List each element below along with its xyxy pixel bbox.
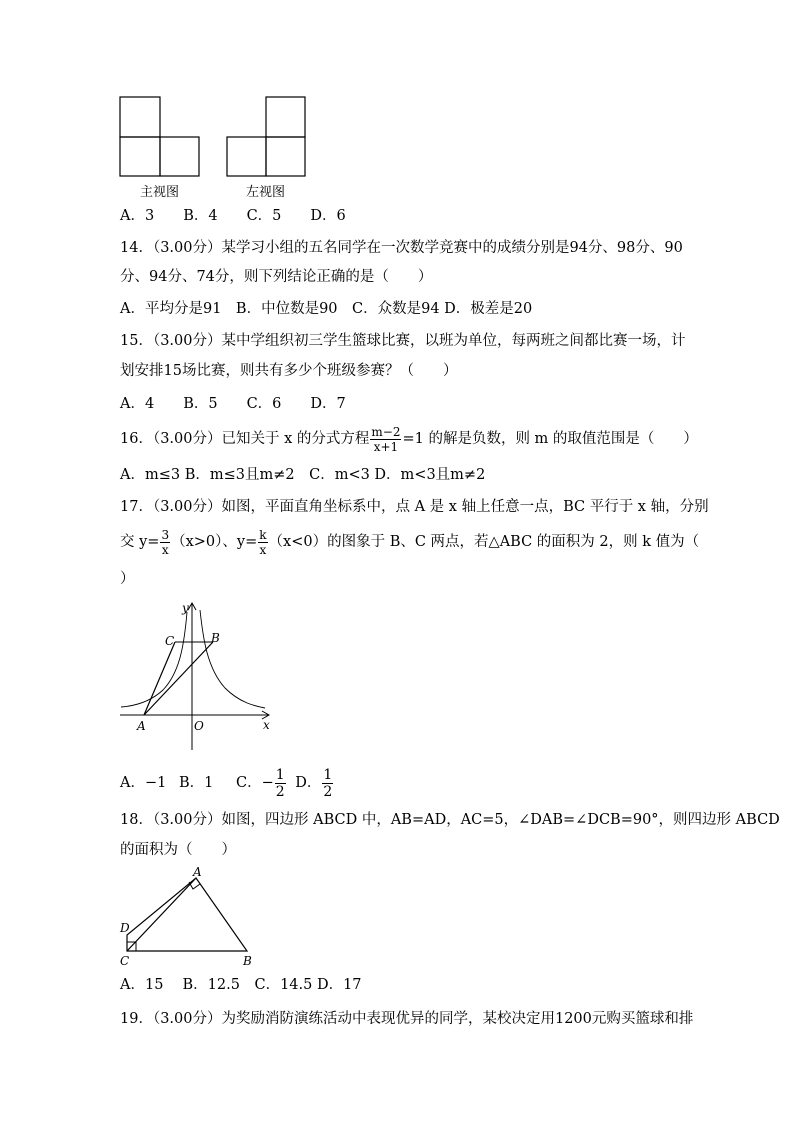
q17-option-c-denominator: 2: [275, 783, 285, 800]
q17-option-c-numerator: 1: [275, 766, 285, 783]
left-view-label: 左视图: [246, 185, 286, 200]
q17-option-d-numerator: 1: [323, 766, 333, 783]
q14-stem-line1: 14．（3.00分）某学习小组的五名同学在一次数学竞赛中的成绩分别是94分、98分、90: [120, 240, 683, 256]
q16-stem-prefix: 16．（3.00分）已知关于 x 的分式方程: [120, 431, 370, 447]
q17-stem-line1: 17．（3.00分）如图，平面直角坐标系中，点 A 是 x 轴上任意一点，BC 平行于 x 轴，分别: [120, 499, 709, 515]
q14-options: A．平均分是91 B．中位数是90 C．众数是94 D．极差是20: [120, 301, 533, 317]
label-c: C: [165, 634, 175, 648]
q18-quadrilateral-figure: [115, 864, 265, 970]
three-view-figures: [118, 95, 308, 180]
q17-option-b: B．1: [178, 775, 214, 791]
q15-options: A．4 B．5 C．6 D．7: [120, 396, 346, 412]
q16-stem-suffix: =1 的解是负数，则 m 的取值范围是（ ）: [402, 431, 698, 447]
q17-f1-numerator: 3: [161, 527, 170, 542]
q16-fraction-denominator: x+1: [373, 439, 399, 454]
hyperbola-right-branch: [200, 610, 265, 708]
q17-stem-line2: [120, 525, 699, 559]
q14-stem-line2: 分、94分、74分，则下列结论正确的是（ ）: [120, 269, 433, 285]
q17-options: [120, 765, 334, 801]
q17-option-a: A．−1: [120, 775, 167, 791]
q16-fraction-numerator: m−2: [371, 424, 401, 439]
segment-ac: [144, 642, 175, 715]
segment-ab: [144, 642, 213, 715]
label-a: A: [137, 719, 146, 733]
label-d: D: [120, 921, 130, 935]
front-view-figure: [120, 97, 199, 176]
label-a: A: [193, 865, 202, 879]
diagonal-ac: [127, 878, 196, 951]
q17-option-d-fraction: [322, 768, 333, 799]
q17-option-c-prefix: C．−: [235, 775, 274, 791]
q17-option-c-fraction: [275, 768, 286, 799]
front-view-label: 主视图: [140, 185, 180, 200]
q17-f1-denominator: x: [161, 542, 169, 557]
quadrilateral-abcd: [127, 878, 247, 951]
q19-stem-line1: 19．（3.00分）为奖励消防演练活动中表现优异的同学，某校决定用1200元购买篮球和排: [120, 1011, 694, 1027]
q16-stem: [120, 424, 698, 454]
label-o: O: [194, 719, 204, 733]
q18-options: A．15 B．12.5 C．14.5 D．17: [120, 977, 362, 993]
q17-stem-line2-c: （x<0）的图象于 B、C 两点，若△ABC 的面积为 2，则 k 值为（: [268, 534, 700, 550]
q18-stem-line1: 18．（3.00分）如图，四边形 ABCD 中，AB=AD，AC=5，∠DAB=∠DCB=90°，则四边形 ABCD: [120, 812, 780, 828]
label-c: C: [120, 954, 130, 968]
q17-fraction-k-over-x: [258, 529, 267, 556]
q17-fraction-3-over-x: [160, 529, 170, 556]
q17-option-d-prefix: D．: [295, 775, 322, 791]
q16-fraction: [370, 426, 401, 453]
q18-stem-line2: 的面积为（ ）: [120, 842, 236, 858]
q17-option-d-denominator: 2: [323, 783, 333, 800]
q17-stem-line2-b: （x>0）、y=: [171, 534, 258, 550]
q15-stem-line1: 15．（3.00分）某中学组织初三学生篮球比赛，以班为单位，每两班之间都比赛一场，计: [120, 333, 686, 349]
q13-options: A．3 B．4 C．5 D．6: [120, 208, 346, 224]
q17-f2-denominator: x: [259, 542, 267, 557]
left-view-figure: [227, 97, 305, 176]
label-x: x: [263, 718, 270, 732]
q17-f2-numerator: k: [259, 527, 267, 542]
label-y: y: [182, 601, 189, 615]
label-b: B: [243, 954, 252, 968]
q17-coordinate-figure: [115, 598, 285, 753]
label-b: B: [211, 631, 220, 645]
q16-options: A．m≤3 B．m≤3且m≠2 C．m<3 D．m<3且m≠2: [120, 467, 486, 483]
q17-stem-line3: ）: [120, 571, 135, 587]
q17-stem-line2-a: 交 y=: [120, 534, 160, 550]
q15-stem-line2: 划安排15场比赛，则共有多少个班级参赛？（ ）: [120, 363, 458, 379]
